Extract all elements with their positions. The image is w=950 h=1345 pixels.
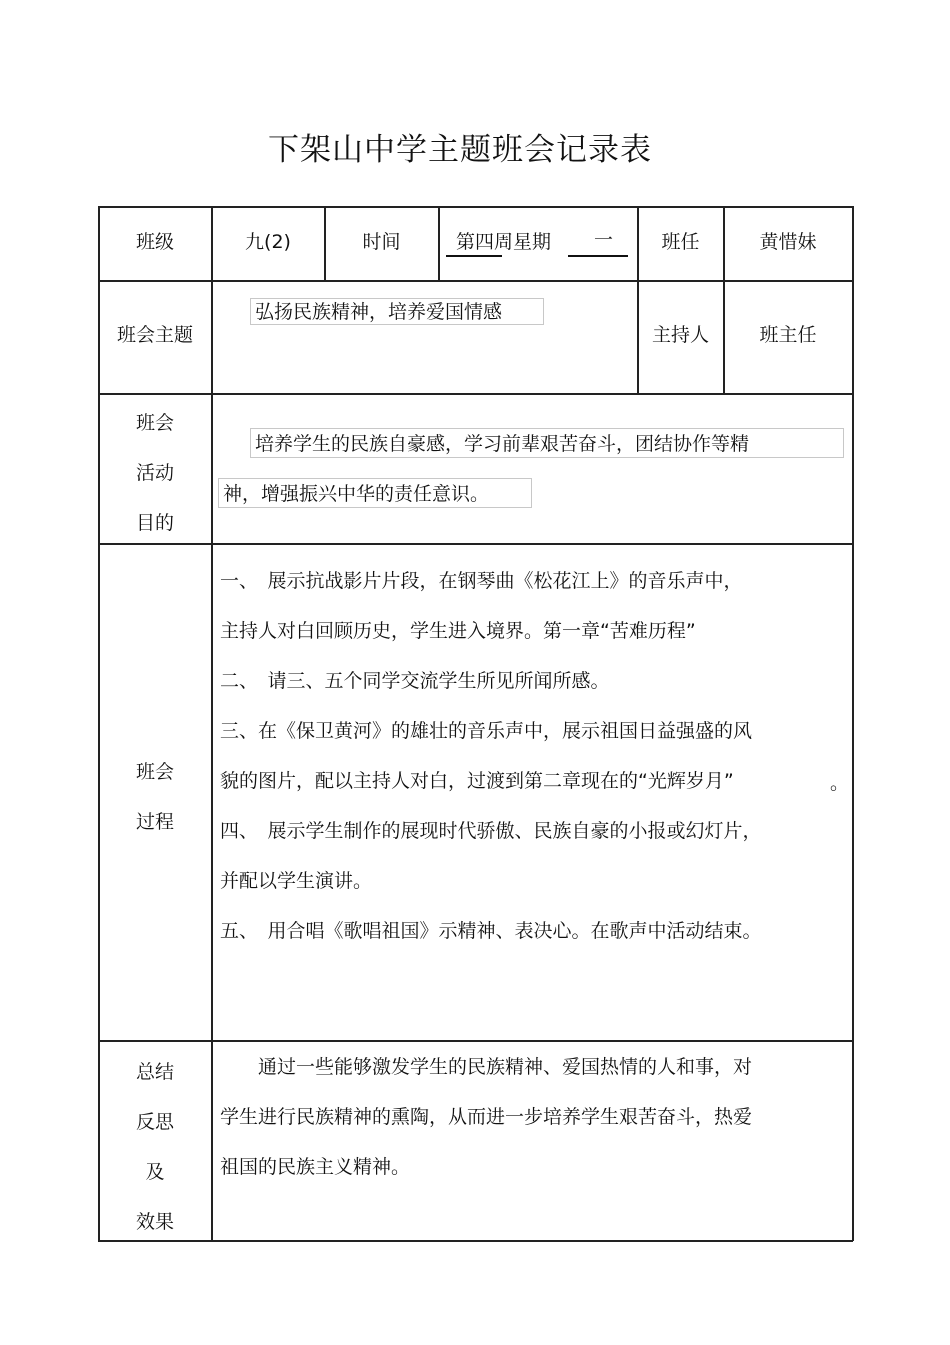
table-border-right bbox=[852, 206, 854, 1241]
time-label: 时间 bbox=[362, 231, 401, 253]
theme-label: 班会主题 bbox=[116, 324, 193, 346]
process-line-2: 主持人对白回顾历史，学生进入境界。第一章“苦难历程” bbox=[220, 620, 696, 642]
summary-label-line-2: 反思 bbox=[135, 1111, 174, 1133]
purpose-text-line-2: 神，增强振兴中华的责任意识。 bbox=[218, 478, 532, 508]
table-border-left bbox=[98, 206, 100, 1241]
column-divider-label bbox=[211, 206, 213, 1241]
class-value: 九(2) bbox=[245, 231, 291, 253]
process-line-3: 二、 请三、五个同学交流学生所见所闻所感。 bbox=[220, 670, 610, 692]
process-line-1: 一、 展示抗战影片片段，在钢琴曲《松花江上》的音乐声中， bbox=[220, 570, 743, 592]
weekday-underline bbox=[568, 255, 628, 257]
summary-line-1: 通过一些能够激发学生的民族精神、爱国热情的人和事，对 bbox=[220, 1056, 753, 1078]
page-title: 下架山中学主题班会记录表 bbox=[268, 132, 652, 168]
process-line-4: 三、在《保卫黄河》的雄壮的音乐声中，展示祖国日益强盛的风 bbox=[220, 720, 753, 742]
summary-label-line-1: 总结 bbox=[135, 1061, 174, 1083]
theme-value: 弘扬民族精神，培养爱国情感 bbox=[250, 298, 544, 325]
process-label-line-2: 过程 bbox=[135, 811, 174, 833]
process-line-5: 貌的图片，配以主持人对白，过渡到第二章现在的“光辉岁月” bbox=[220, 770, 734, 792]
summary-line-3: 祖国的民族主义精神。 bbox=[220, 1156, 411, 1178]
time-underline bbox=[446, 255, 502, 257]
host-value: 班主任 bbox=[759, 324, 817, 346]
time-value: 第四周星期 bbox=[456, 231, 552, 253]
process-label-line-1: 班会 bbox=[135, 761, 174, 783]
process-line-8: 五、 用合唱《歌唱祖国》示精神、表决心。在歌声中活动结束。 bbox=[220, 920, 762, 942]
process-line-7: 并配以学生演讲。 bbox=[220, 870, 373, 892]
purpose-label-line-1: 班会 bbox=[135, 412, 174, 434]
summary-label-line-3: 及 bbox=[145, 1161, 165, 1183]
summary-line-2: 学生进行民族精神的熏陶，从而进一步培养学生艰苦奋斗，热爱 bbox=[220, 1106, 753, 1128]
host-label: 主持人 bbox=[651, 324, 709, 346]
process-line-6: 四、 展示学生制作的展现时代骄傲、民族自豪的小报或幻灯片， bbox=[220, 820, 762, 842]
weekday-value: 一 bbox=[594, 229, 614, 251]
purpose-label-line-3: 目的 bbox=[135, 512, 174, 534]
column-divider-time bbox=[438, 206, 440, 281]
teacher-label: 班任 bbox=[661, 231, 700, 253]
teacher-value: 黄惜妹 bbox=[759, 231, 817, 253]
class-label: 班级 bbox=[135, 231, 174, 253]
process-trailing-mark: 。 bbox=[830, 772, 850, 794]
purpose-label-line-2: 活动 bbox=[135, 462, 174, 484]
purpose-text-line-1: 培养学生的民族自豪感，学习前辈艰苦奋斗，团结协作等精 bbox=[250, 428, 844, 458]
summary-label-line-4: 效果 bbox=[135, 1211, 174, 1233]
